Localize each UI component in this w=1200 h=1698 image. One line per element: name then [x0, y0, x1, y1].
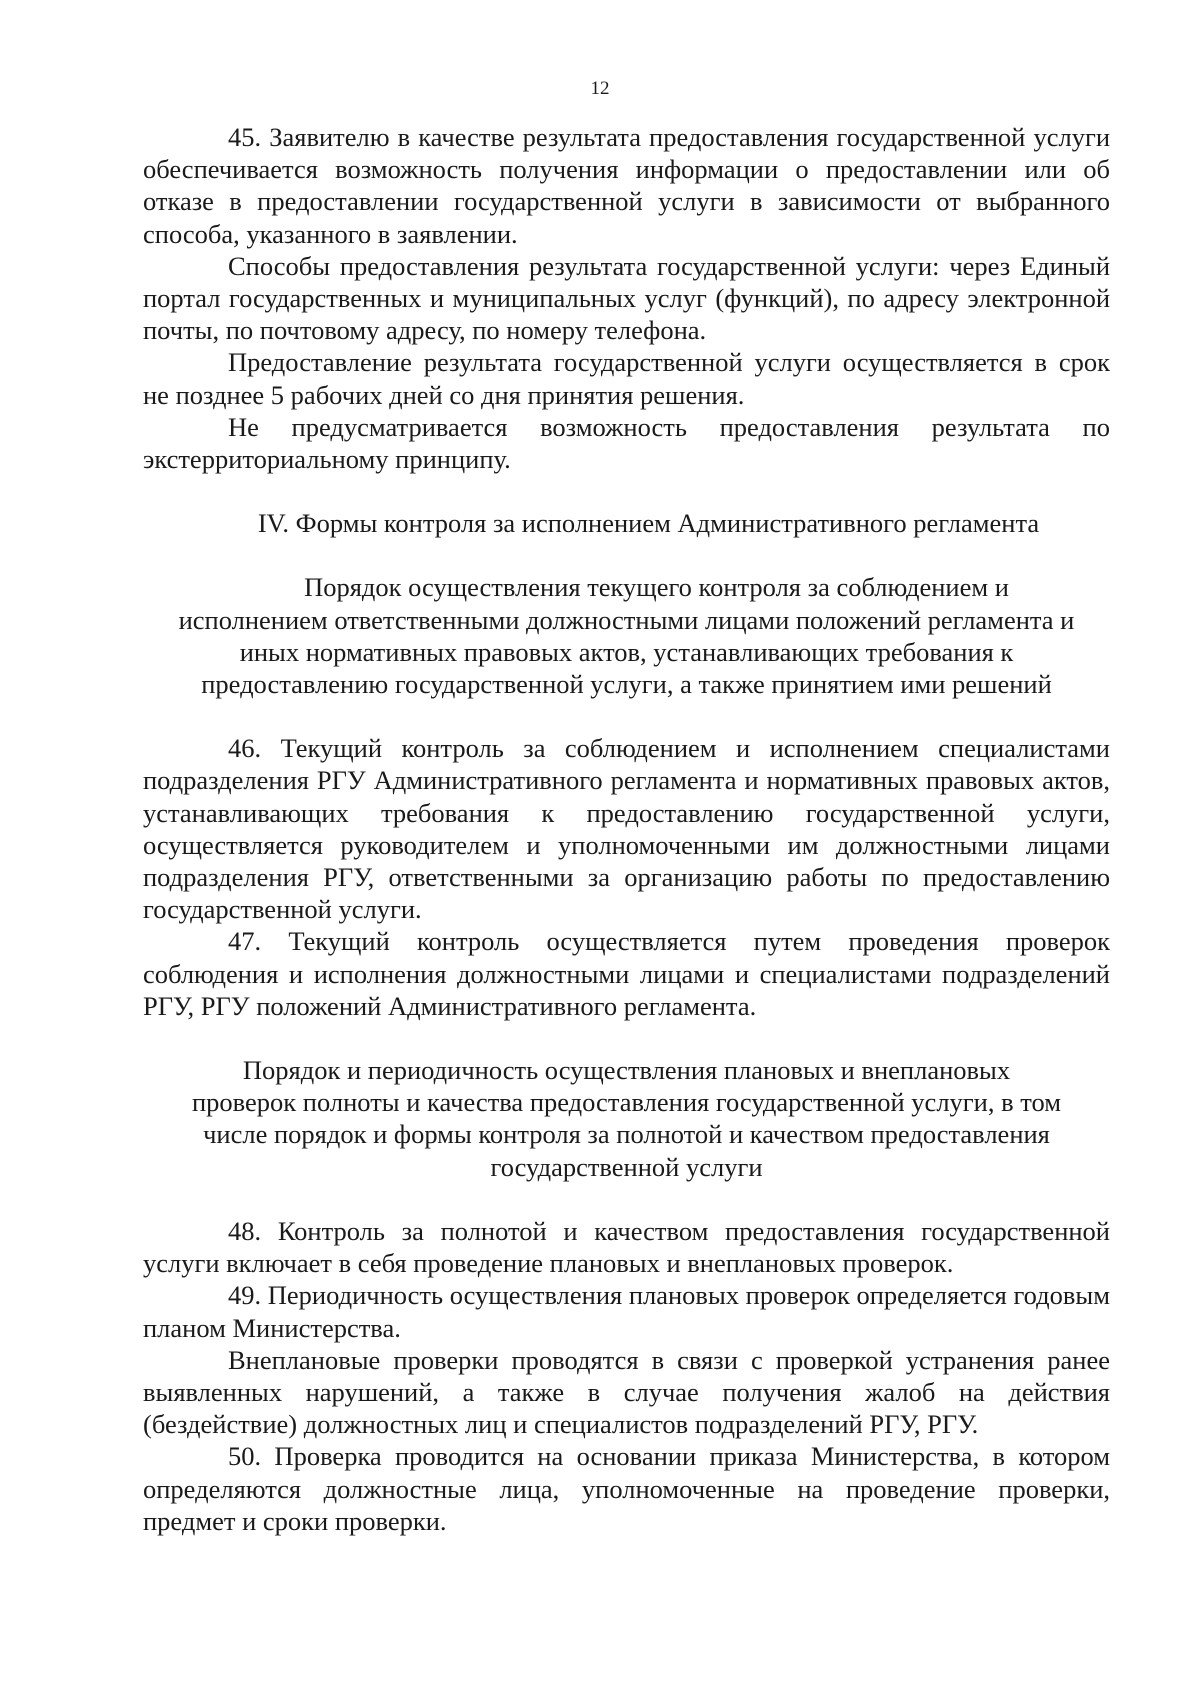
- subheading-line: иных нормативных правовых актов, устанавливающих требования к: [239, 636, 1014, 667]
- paragraph-50: 50. Проверка проводится на основании приказа Министерства, в котором определяются должностные лица, уполномоченные на проведение проверки, предмет и сроки проверки.: [143, 1441, 1110, 1536]
- paragraph-unscheduled-inspections: Внеплановые проверки проводятся в связи с проверкой устранения ранее выявленных нарушений, а также в случае получения жалоб на действия (бездействие) должностных лиц и специалистов подразделений РГУ, РГУ.: [143, 1344, 1110, 1440]
- page-number: 12: [590, 78, 610, 99]
- paragraph-49: 49. Периодичность осуществления плановых проверок определяется годовым планом Министерства.: [143, 1280, 1110, 1343]
- paragraph-45: 45. Заявителю в качестве результата предоставления государственной услуги обеспечивается возможность получения информации о предоставлении или об отказе в предоставлении государственной услуги в зависимости от выбранного способа, указанного в заявлении.: [143, 122, 1110, 249]
- subheading-line: исполнением ответственными должностными лицами положений регламента и: [178, 604, 1075, 635]
- section-heading-iv: IV. Формы контроля за исполнением Административного регламента: [257, 508, 1040, 539]
- subheading-line: предоставлению государственной услуги, а также принятием ими решений: [201, 669, 1052, 700]
- paragraph-46: 46. Текущий контроль за соблюдением и исполнением специалистами подразделения РГУ Административного регламента и нормативных правовых актов, устанавливающих требования к предоставлению государственной услуги, осуществляется руководителем и уполномоченными им должностными лицами подразделения РГУ, ответственными за организацию работы по предоставлению государственной услуги.: [143, 733, 1110, 925]
- subheading-line: Порядок осуществления текущего контроля за соблюдением и: [304, 572, 1009, 603]
- paragraph-extraterritorial: Не предусматривается возможность предоставления результата по экстерриториальному принципу.: [143, 411, 1110, 475]
- subheading-line: Порядок и периодичность осуществления плановых и внеплановых: [242, 1055, 1011, 1086]
- document-body: [143, 121, 1110, 1537]
- paragraph-47: 47. Текущий контроль осуществляется путем проведения проверок соблюдения и исполнения должностными лицами и специалистами подразделений РГУ, РГУ положений Административного регламента.: [143, 926, 1110, 1021]
- paragraph-delivery-deadline: Предоставление результата государственной услуги осуществляется в срок не позднее 5 рабочих дней со дня принятия решения.: [143, 347, 1110, 410]
- subheading-line: государственной услуги: [490, 1151, 763, 1182]
- subheading-current-control: [143, 571, 1110, 732]
- paragraph-delivery-methods: Способы предоставления результата государственной услуги: через Единый портал государственных и муниципальных услуг (функций), по адресу электронной почты, по почтовому адресу, по номеру телефона.: [143, 250, 1110, 346]
- subheading-line: числе порядок и формы контроля за полнотой и качеством предоставления: [203, 1119, 1050, 1150]
- paragraph-48: 48. Контроль за полнотой и качеством предоставления государственной услуги включает в себя проведение плановых и внеплановых проверок.: [143, 1215, 1110, 1279]
- subheading-line: проверок полноты и качества предоставления государственной услуги, в том: [192, 1087, 1061, 1118]
- subheading-inspections: [143, 1022, 1110, 1215]
